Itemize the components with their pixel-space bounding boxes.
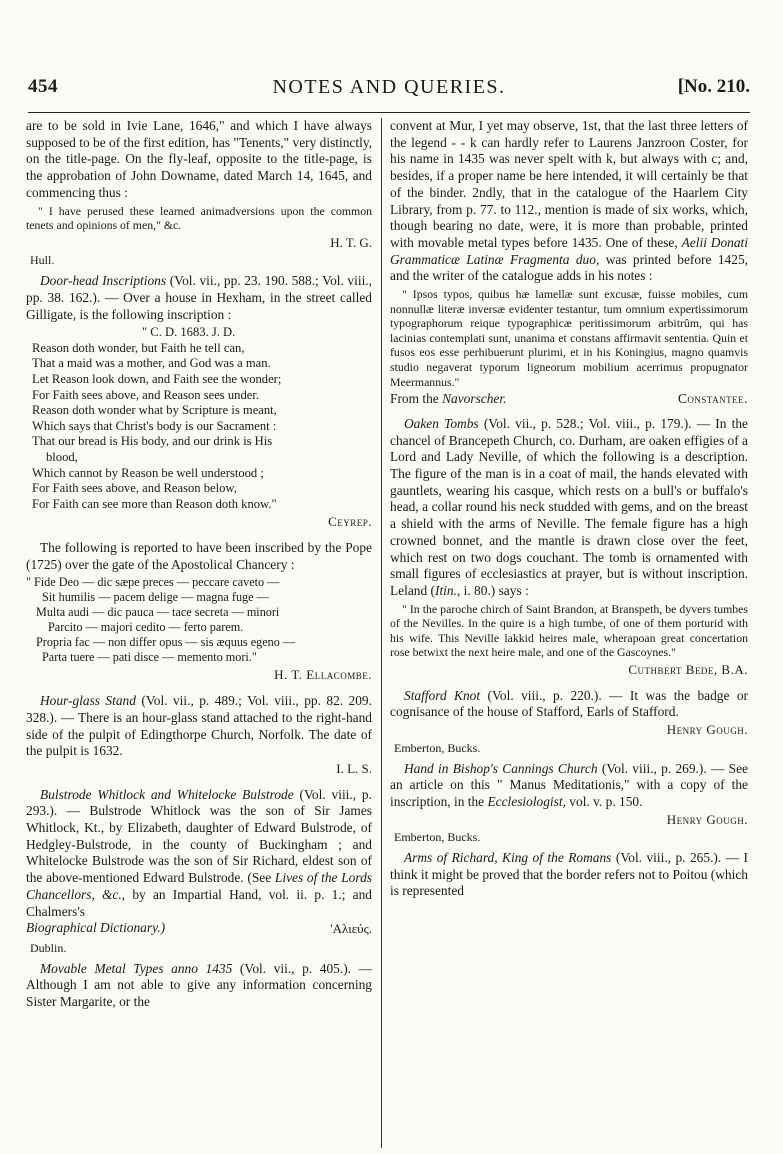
column-divider: [381, 118, 382, 1148]
page-header: [28, 76, 750, 104]
article-hand: [390, 761, 748, 811]
place-name: Emberton, Bucks.: [394, 830, 481, 845]
source-line: [390, 391, 506, 408]
poem-line: That a maid was a mother, and God was a man.: [32, 356, 271, 371]
signature-row: [26, 920, 372, 939]
source-prefix: From the: [390, 391, 439, 407]
book-title: Itin.: [434, 582, 457, 598]
latin-line: Multa audi — dic pauca — tace secreta — minori: [36, 605, 280, 620]
journal-title: NOTES AND QUERIES.: [272, 76, 506, 98]
latin-inscription: [26, 575, 372, 665]
article-text: (Vol. vii., pp. 23. 190. 588.; Vol. viii., pp. 38. 162.). — Over a house in Hexham, in the street called Gilligate, is the following inscription :: [26, 273, 372, 322]
poem-line: Let Reason look down, and Faith see the wonder;: [32, 372, 282, 386]
right-column: [390, 118, 748, 900]
article-title: Door-head Inscriptions: [40, 273, 167, 289]
quotation: " Ipsos typos, quibus hæ lamellæ sunt excusæ, fuisse mobiles, cum nonnullæ literæ inversæ evidenter testantur, tum omnium expertissimorum typographorum reique typographicæ peritissimorum arbitrûm, qui has lacinias contemplati sunt, unanima et constans affirmavit sententia. Quin et fusos eos esse perhibuerunt plurimi, et in his Koningius, magno quamvis studio negaverat typorum ligneorum mobilium acerrimus propugnator Meermannus.": [390, 287, 748, 389]
place-name: Hull.: [30, 253, 55, 268]
place-name: Dublin.: [30, 941, 67, 955]
poem-line: For Faith sees above, and Reason below,: [32, 481, 237, 496]
article-text: , i. 80.) says :: [456, 582, 529, 598]
header-rule: [28, 112, 750, 113]
latin-line: " Fide Deo — dic sæpe preces — peccare caveto —: [26, 575, 280, 590]
article-text: (Vol. vii., p. 528.; Vol. viii., p. 179.). — In the chancel of Brancepeth Church, co. Durham, are oaken effigies of a Lord and Lady Neville, of which the following is a description. The figure of the man is in a coat of mail, the hands elevated with gauntlets, wearing his casque, which rests on a bull's or buffalo's head, a collar round his neck studded with gems, and on the breast a shield with the arms of Neville. The female figure has a high crowned bonnet, and the mantle is drawn close over the feet, which rest on two dogs couchant. The tomb is ornamented with small figures of ecclesiastics at prayer, but is without inscription. Leland (: [390, 415, 748, 598]
article-title: Movable Metal Types anno 1435: [40, 960, 233, 976]
article-title: Oaken Tombs: [404, 415, 479, 431]
issue-number: [No. 210.: [677, 76, 750, 97]
signature: H. T. Ellacombe.: [274, 667, 372, 683]
left-column: [26, 118, 372, 1011]
source-name: Navorscher.: [442, 391, 507, 407]
article-text: by an Impartial Hand, vol. ii. p. 1.; and Chalmers's: [26, 886, 372, 919]
signature: H. T. G.: [330, 234, 372, 250]
poem-line: Which says that Christ's body is our Sacrament :: [32, 418, 277, 433]
signature: Ceyrep.: [328, 514, 372, 530]
paragraph: are to be sold in Ivie Lane, 1646," and which I have always supposed to be of the first edition, has "Tenents," very distinctly, on the title-page. On the fly-leaf, opposite to the title-page, is the approbation of John Downame, dated March 14, 1645, and commencing thus :: [26, 118, 372, 200]
signature: Henry Gough.: [666, 722, 748, 738]
poem-line: blood,: [46, 449, 78, 464]
source-row: [390, 391, 748, 408]
journal-name: Ecclesiologist,: [487, 793, 566, 809]
quotation: " In the paroche chirch of Saint Brandon, at Branspeth, be dyvers tumbes of the Nevilles. In the quire is a high tumbe, of one of them porturid with his wife. This Neville lakkid heires male, wherapoan great concertation rose betwixt the next heire male, and one of the Gascoynes.": [390, 601, 748, 660]
signature: Cuthbert Bede, B.A.: [628, 662, 748, 677]
article-text: (Vol. viii., p. 293.). — Bulstrode Whitlock was the son of Sir James Whitlock, Kt., by Elizabeth, daughter of Edward Bulstrode, of Hedgley-Bulstrode, in the county of Buckingham ; and Whitelocke Bulstrode was the son of Sir Richard, eldest son of the above-mentioned Edward Bulstrode. (See: [26, 786, 372, 886]
spacer: [390, 408, 748, 416]
article-text: (Vol. viii., p. 269.). — See an article on this " Manus Meditationis," with a copy of the inscription, in the: [390, 760, 748, 809]
latin-line: Parta tuere — pati disce — memento mori.": [42, 650, 257, 665]
latin-line: Propria fac — non differ opus — sis æquus egeno —: [36, 635, 296, 650]
quotation: " I have perused these learned animadversions upon the common tenets and opinions of men," &c.: [26, 203, 372, 233]
article-text: vol. v. p. 150.: [569, 793, 643, 809]
spacer: [390, 680, 748, 688]
article-door-head: [26, 273, 372, 323]
poem-line: For Faith can see more than Reason doth know.": [32, 496, 277, 511]
poem-line: For Faith sees above, and Reason sees under.: [32, 387, 259, 402]
article-text: (Vol. viii., p. 220.). — It was the badge or cognisance of the house of Stafford, Earls of Stafford.: [390, 687, 748, 720]
book-title: Lives of the Lords Chancellors, &c.,: [26, 870, 372, 902]
article-title: Hour-glass Stand: [40, 693, 136, 709]
article-oaken-tombs: [390, 416, 748, 600]
paragraph-text: was printed before 1425, and the writer of the catalogue adds in his notes :: [390, 251, 748, 284]
page-number: 454: [28, 76, 58, 97]
poem-line: That our bread is His body, and our drink is His: [32, 434, 273, 449]
paragraph: [390, 118, 748, 285]
article-title: Bulstrode Whitlock and Whitelocke Bulstrode: [40, 786, 294, 802]
article-title: Stafford Knot: [404, 687, 481, 703]
inscription-poem: [32, 325, 372, 512]
article-text: (Vol. vii., p. 405.). — Although I am not able to give any information concerning Sister Margarite, or the: [26, 960, 373, 1010]
latin-line: Parcito — majori cedito — ferto parem.: [48, 620, 244, 635]
signature: 'Αλιεύς.: [330, 921, 372, 937]
article-text: (Vol. viii., p. 265.). — I think it might be proved that the border refers not to Poitou (which is represented: [390, 850, 748, 899]
poem-line: Reason doth wonder what by Scripture is meant,: [32, 403, 277, 418]
book-title: Aelii Donati Grammaticæ Latinæ Fragmenta duo,: [390, 234, 748, 267]
paragraph: The following is reported to have been inscribed by the Pope (1725) over the gate of the Apostolical Chancery :: [26, 540, 372, 572]
paragraph-text: convent at Mur, I yet may observe, 1st, that the last three letters of the legend - - k can hardly refer to Laurens Janzroon Coster, for his name in 1435 was never spelt with k, but always with c; and, besides, if a proper name be here intended, it will certainly be that of the binder. 2ndly, that in the catalogue of the Haarlem City Library, from p. 77. to 112., mention is made of six works, which, though bearing no date, were, it is more than probable, printed with movable metal types before 1435. One of these,: [390, 118, 748, 250]
article-title: Hand in Bishop's Cannings Church: [404, 760, 598, 776]
poem-heading: " C. D. 1683. J. D.: [142, 325, 236, 340]
latin-line: Sit humilis — pacem delige — magna fuge —: [42, 590, 269, 605]
article-title: Arms of Richard, King of the Romans: [404, 850, 612, 866]
poem-line: Reason doth wonder, but Faith he tell can,: [32, 340, 245, 355]
article-movable-types: [26, 961, 372, 1011]
place-name: Emberton, Bucks.: [394, 740, 481, 755]
poem-line: Which cannot by Reason be well understood ;: [32, 465, 264, 480]
article-text: (Vol. vii., p. 489.; Vol. viii., pp. 82. 209. 328.). — There is an hour-glass stand attached to the right-hand side of the pulpit of Edingthorpe Church, Norfolk. The date of the pulpit is 1632.: [26, 693, 372, 759]
spacer: [26, 532, 372, 540]
article-hour-glass: [26, 693, 372, 760]
article-bulstrode: [26, 787, 372, 921]
spacer: [26, 685, 372, 693]
signature: Henry Gough.: [666, 811, 748, 827]
book-title: Biographical Dictionary.): [26, 920, 166, 936]
article-stafford-knot: [390, 688, 748, 721]
signature: I. L. S.: [336, 760, 372, 776]
article-arms-richard: [390, 850, 748, 900]
signature: Constantee.: [677, 391, 748, 407]
spacer: [26, 779, 372, 787]
